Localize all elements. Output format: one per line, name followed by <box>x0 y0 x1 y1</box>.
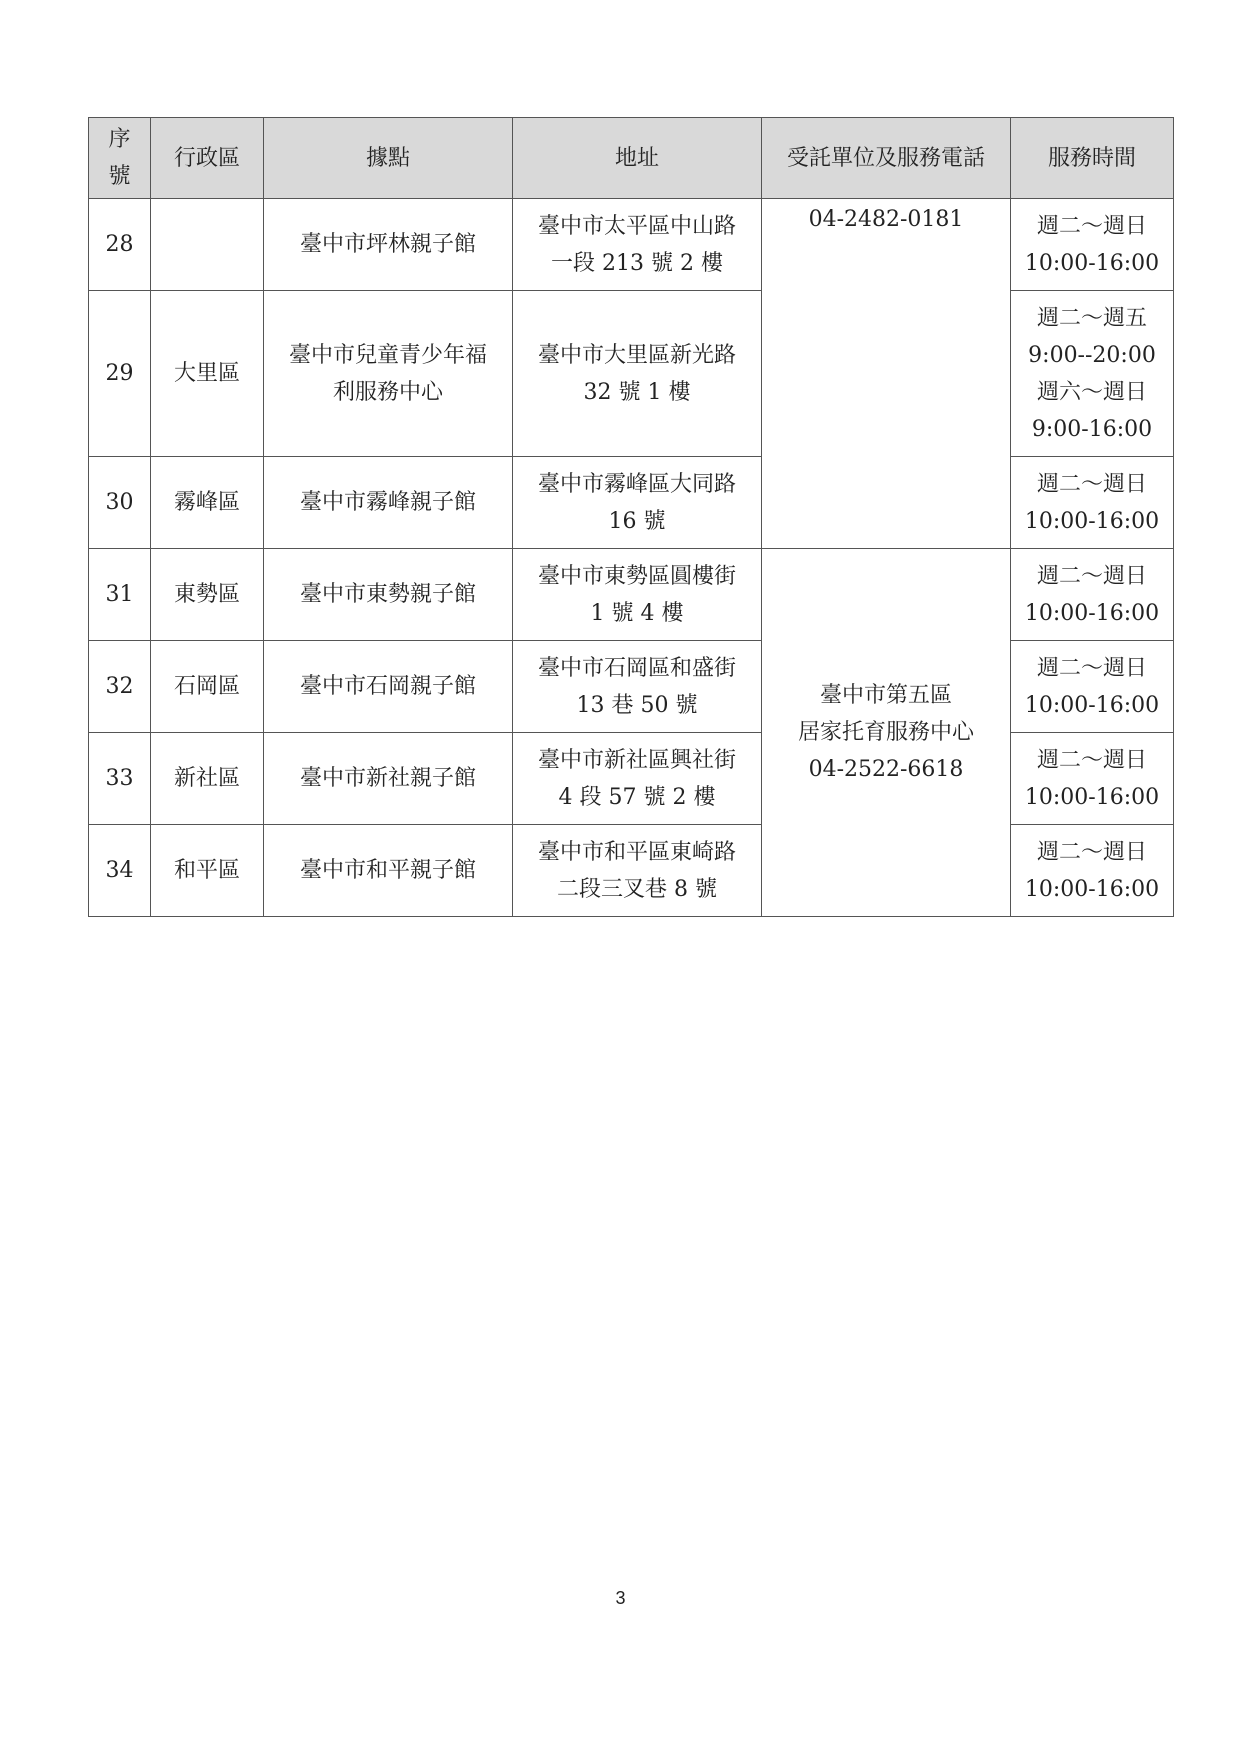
site-line: 利服務中心 <box>332 379 443 405</box>
row-district: 東勢區 <box>151 549 264 641</box>
hours-line: 10:00-16:00 <box>1024 250 1160 276</box>
row-address <box>513 733 762 825</box>
site-line: 臺中市坪林親子館 <box>299 232 476 257</box>
hours-line: 10:00-16:00 <box>1024 600 1160 626</box>
table-row <box>89 825 1174 917</box>
site-line: 臺中市兒童青少年福 <box>288 342 487 368</box>
site-line: 臺中市霧峰親子館 <box>299 490 476 515</box>
address-line: 臺中市東勢區圓樓街 <box>537 563 736 589</box>
contractor-phone: 04-2522-6618 <box>808 757 964 782</box>
row-no: 33 <box>89 733 151 825</box>
row-no: 32 <box>89 641 151 733</box>
site-line: 臺中市石岡親子館 <box>299 674 476 699</box>
address-line: 臺中市石岡區和盛街 <box>537 655 736 681</box>
address-line: 臺中市新社區興社街 <box>537 747 736 773</box>
row-address <box>513 291 762 457</box>
row-hours <box>1011 641 1174 733</box>
row-no: 31 <box>89 549 151 641</box>
row-hours <box>1011 457 1174 549</box>
site-line: 臺中市東勢親子館 <box>299 582 476 607</box>
row-no: 34 <box>89 825 151 917</box>
row-hours <box>1011 549 1174 641</box>
address-line: 二段三叉巷 8 號 <box>557 876 717 902</box>
row-hours <box>1011 733 1174 825</box>
contractor-phone: 04-2482-0181 <box>808 207 964 232</box>
header-site: 據點 <box>264 118 513 199</box>
hours-line: 週二～週日 <box>1036 563 1147 589</box>
row-district: 石岡區 <box>151 641 264 733</box>
page-number: 3 <box>615 1588 626 1608</box>
row-address <box>513 641 762 733</box>
hours-line: 週二～週日 <box>1036 471 1147 497</box>
service-table <box>88 117 1174 917</box>
address-line: 一段 213 號 2 樓 <box>551 250 723 276</box>
hours-line: 週二～週日 <box>1036 213 1147 239</box>
row-site <box>264 825 513 917</box>
hours-line: 週二～週日 <box>1036 655 1147 681</box>
table-row <box>89 549 1174 641</box>
header-hours: 服務時間 <box>1011 118 1174 199</box>
address-line: 13 巷 50 號 <box>576 692 698 718</box>
hours-line: 9:00-16:00 <box>1031 416 1153 442</box>
row-district: 新社區 <box>151 733 264 825</box>
row-hours <box>1011 291 1174 457</box>
hours-line: 10:00-16:00 <box>1024 784 1160 810</box>
row-site <box>264 641 513 733</box>
site-line: 臺中市和平親子館 <box>299 858 476 883</box>
row-district: 和平區 <box>151 825 264 917</box>
row-address <box>513 549 762 641</box>
address-line: 臺中市和平區東崎路 <box>537 839 736 865</box>
row-address <box>513 457 762 549</box>
hours-line: 10:00-16:00 <box>1024 692 1160 718</box>
row-site <box>264 733 513 825</box>
header-no-line: 序 <box>108 127 131 152</box>
table-row <box>89 199 1174 291</box>
row-no: 29 <box>89 291 151 457</box>
row-district: 霧峰區 <box>151 457 264 549</box>
header-contractor: 受託單位及服務電話 <box>762 118 1011 199</box>
row-hours <box>1011 199 1174 291</box>
address-line: 臺中市霧峰區大同路 <box>537 471 736 497</box>
address-line: 16 號 <box>608 508 666 534</box>
address-line: 1 號 4 樓 <box>590 600 684 626</box>
hours-line: 10:00-16:00 <box>1024 508 1160 534</box>
row-address <box>513 825 762 917</box>
header-no <box>89 118 151 199</box>
hours-line: 週二～週日 <box>1036 839 1147 865</box>
row-district <box>151 199 264 291</box>
row-district: 大里區 <box>151 291 264 457</box>
row-contractor <box>762 549 1011 917</box>
table-row <box>89 733 1174 825</box>
header-no-line: 號 <box>108 164 131 189</box>
hours-line: 9:00--20:00 <box>1028 342 1156 368</box>
row-site <box>264 291 513 457</box>
contractor-line: 居家托育服務中心 <box>797 720 974 745</box>
row-site <box>264 457 513 549</box>
row-no: 28 <box>89 199 151 291</box>
address-line: 臺中市大里區新光路 <box>537 342 736 368</box>
header-district: 行政區 <box>151 118 264 199</box>
hours-line: 10:00-16:00 <box>1024 876 1160 902</box>
contractor-line: 臺中市第五區 <box>819 683 952 708</box>
hours-line: 週六～週日 <box>1036 379 1147 405</box>
address-line: 臺中市太平區中山路 <box>537 213 736 239</box>
row-contractor <box>762 199 1011 549</box>
address-line: 4 段 57 號 2 樓 <box>558 784 716 810</box>
table-row <box>89 457 1174 549</box>
hours-line: 週二～週五 <box>1036 305 1147 331</box>
hours-line: 週二～週日 <box>1036 747 1147 773</box>
table-row <box>89 641 1174 733</box>
site-line: 臺中市新社親子館 <box>299 766 476 791</box>
row-no: 30 <box>89 457 151 549</box>
row-address <box>513 199 762 291</box>
row-site <box>264 549 513 641</box>
table-row <box>89 291 1174 457</box>
header-address: 地址 <box>513 118 762 199</box>
row-site <box>264 199 513 291</box>
header-row <box>89 118 1174 199</box>
row-hours <box>1011 825 1174 917</box>
address-line: 32 號 1 樓 <box>583 379 691 405</box>
